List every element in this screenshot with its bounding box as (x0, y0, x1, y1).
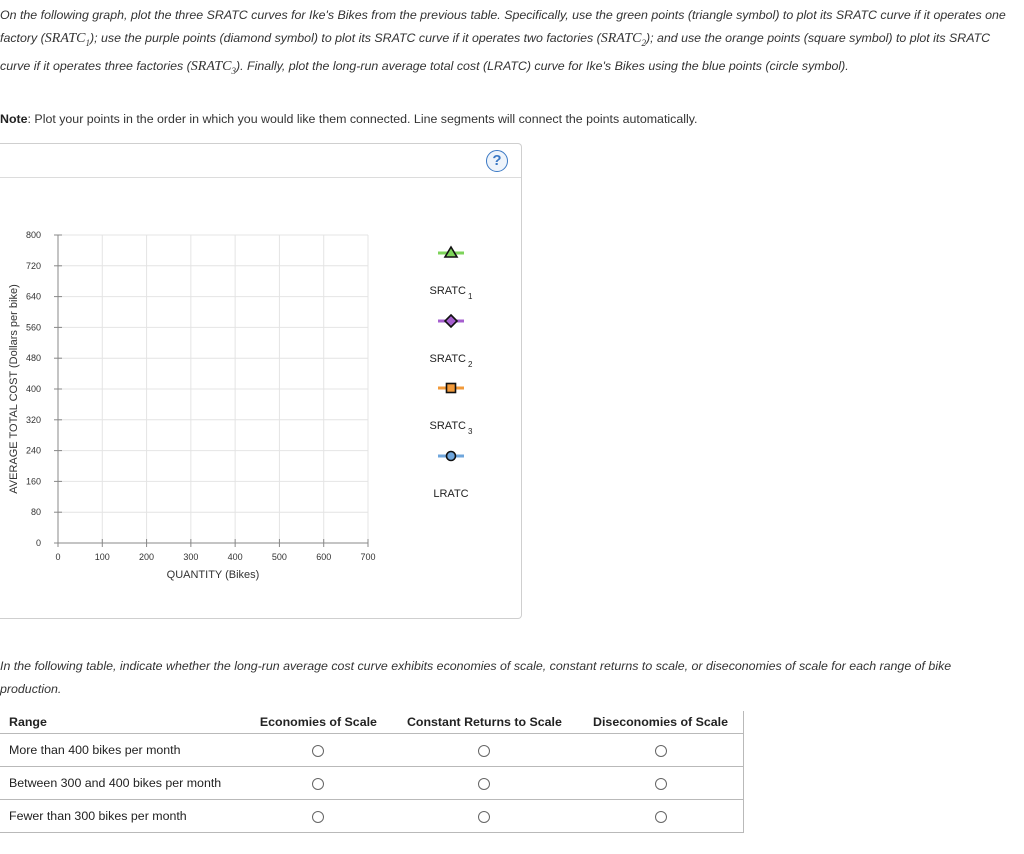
note-text: Note: Plot your points in the order in which you would like them connected. Line segments will connect the points automatically. (0, 112, 698, 126)
y-tick-label: 720 (25, 260, 41, 271)
y-tick-label: 0 (35, 538, 41, 548)
y-tick-label: 240 (25, 445, 41, 456)
header-economies: Economies of Scale (246, 711, 391, 734)
x-tick-label: 200 (139, 552, 155, 562)
table-row (0, 800, 744, 833)
radio-diseconomies-row3[interactable] (655, 811, 667, 823)
graph-panel (0, 143, 522, 619)
chart-legend (430, 247, 473, 500)
legend-item[interactable] (430, 315, 473, 369)
y-tick-label: 560 (25, 322, 41, 333)
square-marker-icon (447, 384, 456, 393)
legend-label (430, 353, 473, 369)
sratc2-math: $SRATC_2$ (600, 31, 646, 48)
range-label: Fewer than 300 bikes per month (0, 800, 246, 833)
legend-label (433, 488, 468, 500)
chart-grid (58, 235, 368, 543)
circle-marker-icon (447, 452, 456, 461)
radio-diseconomies-row2[interactable] (655, 778, 667, 790)
radio-economies-row2[interactable] (312, 778, 324, 790)
y-tick-label: 400 (25, 384, 41, 394)
header-constant-returns: Constant Returns to Scale (391, 711, 578, 734)
x-tick-label: 0 (55, 552, 61, 562)
range-label: More than 400 bikes per month (0, 734, 246, 767)
radio-constant-row2[interactable] (478, 778, 490, 790)
header-diseconomies: Diseconomies of Scale (578, 711, 743, 734)
legend-label (430, 420, 473, 436)
diamond-marker-icon (445, 315, 457, 327)
x-tick-label: 400 (227, 552, 243, 562)
x-tick-label: 300 (183, 552, 199, 562)
x-axis-title: QUANTITY (Bikes) (166, 569, 260, 581)
chart-svg (0, 144, 520, 618)
chart-ticks (8, 230, 376, 581)
x-tick-label: 100 (94, 552, 110, 562)
legend-label-main: LRATC (433, 488, 469, 500)
legend-label-sub: 1 (468, 292, 473, 301)
legend-item[interactable] (433, 452, 468, 501)
x-tick-label: 500 (271, 552, 287, 562)
legend-label-main: SRATC (429, 285, 467, 297)
radio-constant-row3[interactable] (478, 811, 490, 823)
legend-item[interactable] (430, 384, 473, 437)
range-label: Between 300 and 400 bikes per month (0, 767, 246, 800)
x-tick-label: 600 (316, 552, 332, 562)
radio-constant-row1[interactable] (478, 745, 490, 757)
radio-economies-row1[interactable] (312, 745, 324, 757)
legend-label (430, 285, 473, 301)
table-row (0, 734, 744, 767)
x-tick-label: 700 (360, 552, 376, 562)
table-question-text: In the following table, indicate whether the long-run average cost curve exhibits economies of scale, constant returns to scale, or diseconomies of scale for each range of bike production. (0, 659, 952, 696)
legend-label-sub: 3 (468, 427, 473, 436)
y-tick-label: 480 (25, 353, 41, 364)
sratc1-math: $SRATC_1$ (44, 31, 90, 48)
help-icon[interactable]: ? (486, 150, 508, 172)
radio-diseconomies-row1[interactable] (655, 745, 667, 757)
legend-label-sub: 2 (468, 360, 473, 369)
legend-label-main: SRATC (429, 420, 467, 432)
legend-item[interactable] (430, 247, 473, 301)
instructions-text: On the following graph, plot the three SRATC curves for Ike's Bikes from the previous table. Specifically, use the green points (triangle symbol) to plot its SRATC curve if it operates one factory $(SRATC_1)$; use the purple points (diamond symbol) to plot its SRATC curve if it operates two factories $(SRATC_2)$; and use the orange points (square symbol) to plot its SRATC curve if it operates three factories $(SRATC_3)$. Finally, plot the long-run average total cost (LRATC) curve for Ike's Bikes using the blue points (circle symbol). (0, 8, 1006, 76)
y-axis-title: AVERAGE TOTAL COST (Dollars per bike) (8, 284, 20, 494)
table-row (0, 767, 744, 800)
scale-table (0, 711, 744, 833)
y-tick-label: 800 (25, 230, 41, 240)
table-header-row (0, 711, 744, 734)
y-tick-label: 80 (30, 507, 41, 518)
header-range: Range (0, 711, 246, 734)
y-tick-label: 160 (25, 476, 41, 487)
sratc3-math: $SRATC_3$ (190, 58, 236, 76)
y-tick-label: 640 (25, 291, 41, 302)
radio-economies-row3[interactable] (312, 811, 324, 823)
legend-label-main: SRATC (429, 353, 467, 365)
y-tick-label: 320 (25, 414, 41, 425)
